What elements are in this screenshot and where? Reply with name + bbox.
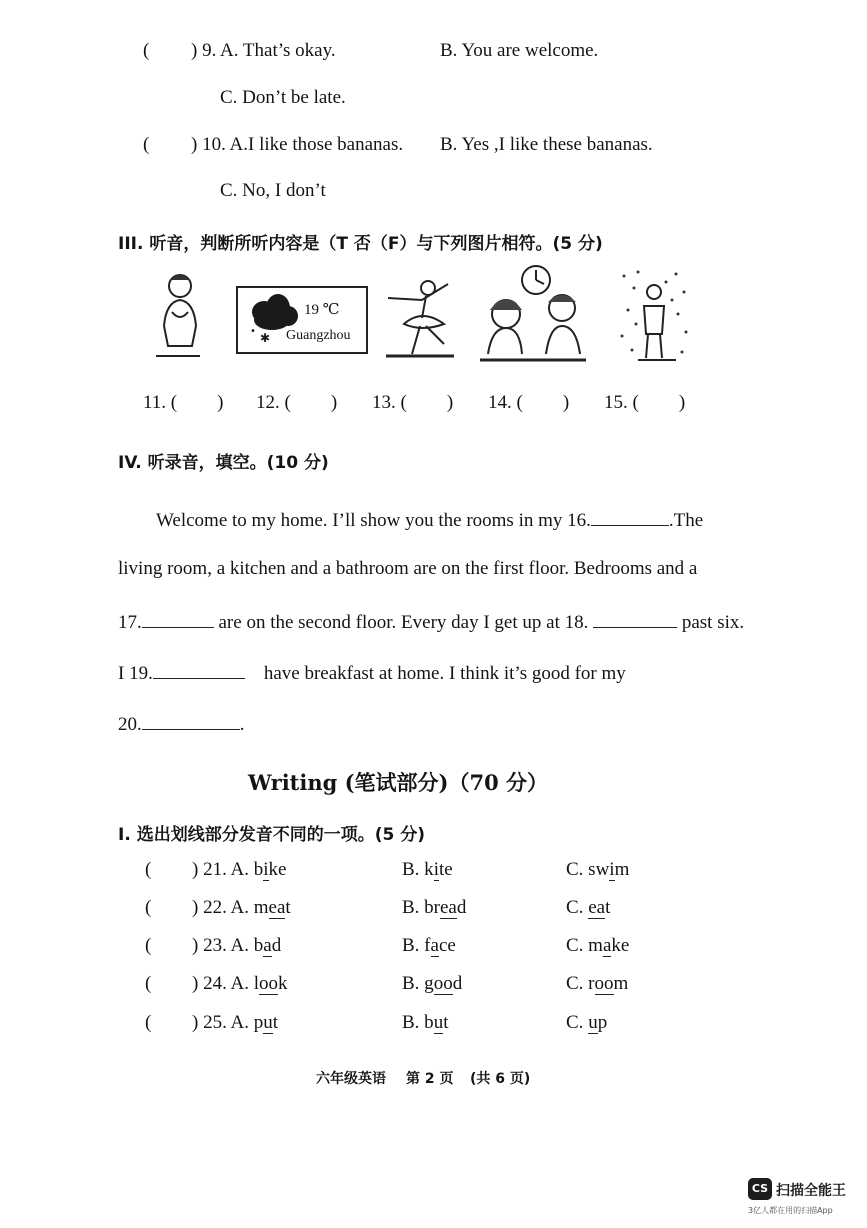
weather-card bbox=[236, 286, 368, 354]
weather-temperature: 19 ℃ bbox=[304, 302, 340, 318]
paren-open: ( bbox=[145, 897, 152, 918]
passage-line-4: I 19. have breakfast at home. I think it’s good for my bbox=[118, 660, 626, 685]
watermark-tagline: 3亿人都在用的扫描App bbox=[748, 1206, 833, 1215]
watermark-brand: 扫描全能王 bbox=[776, 1183, 846, 1199]
writing-title: Writing (笔试部分)（70 分） bbox=[248, 770, 549, 795]
question-9-option-c: C. Don’t be late. bbox=[220, 87, 346, 108]
paren-open: ( bbox=[143, 40, 150, 61]
section-4-heading: IV. 听录音，填空。(10 分) bbox=[118, 453, 329, 473]
footer-page: 第 2 页 bbox=[406, 1071, 454, 1087]
passage-line-1: Welcome to my home. I’ll show you the rooms in my 16. .The bbox=[156, 507, 703, 532]
person-in-rain-icon bbox=[616, 266, 692, 366]
item-24-option-a: ) 24. A. look bbox=[192, 973, 288, 994]
item-21-option-b: B. kite bbox=[402, 859, 453, 880]
question-9-option-b: B. You are welcome. bbox=[440, 40, 599, 61]
children-eating-clock-icon bbox=[474, 262, 590, 366]
item-22-option-b: B. bread bbox=[402, 897, 467, 918]
svg-text:•: • bbox=[250, 326, 256, 337]
scanner-logo-icon: CS bbox=[748, 1178, 772, 1200]
question-10-option-b: B. Yes ,I like these bananas. bbox=[440, 134, 653, 155]
footer-total: (共 6 页) bbox=[470, 1071, 531, 1087]
passage-line-3: 17. are on the second floor. Every day I get up at 18. past six. bbox=[118, 609, 744, 634]
answer-14: 14. ( ) bbox=[488, 392, 570, 413]
question-10-option-c: C. No, I don’t bbox=[220, 180, 326, 201]
item-25-option-b: B. but bbox=[402, 1012, 449, 1033]
answer-11: 11. ( ) bbox=[143, 392, 224, 413]
weather-city: Guangzhou bbox=[286, 328, 351, 343]
svg-text:✱: ✱ bbox=[260, 331, 271, 345]
paren-open: ( bbox=[143, 134, 150, 155]
passage-line-5: 20. . bbox=[118, 711, 245, 736]
section-3-heading: III. 听音，判断所听内容是（T 否（F）与下列图片相符。(5 分) bbox=[118, 234, 603, 254]
item-24-option-b: B. good bbox=[402, 973, 463, 994]
item-22-option-c: C. eat bbox=[566, 897, 611, 918]
paren-open: ( bbox=[145, 935, 152, 956]
item-25-option-a: ) 25. A. put bbox=[192, 1012, 279, 1033]
item-24-option-c: C. room bbox=[566, 973, 629, 994]
answer-13: 13. ( ) bbox=[372, 392, 454, 413]
ballet-dancer-icon bbox=[382, 274, 458, 360]
paren-open: ( bbox=[145, 973, 152, 994]
item-23-option-b: B. face bbox=[402, 935, 456, 956]
answer-12: 12. ( ) bbox=[256, 392, 338, 413]
footer-grade: 六年级英语 bbox=[316, 1071, 386, 1087]
item-21-option-a: ) 21. A. bike bbox=[192, 859, 287, 880]
item-23-option-a: ) 23. A. bad bbox=[192, 935, 282, 956]
question-9-number: ) 9. A. That’s okay. bbox=[191, 40, 336, 61]
item-23-option-c: C. make bbox=[566, 935, 630, 956]
item-21-option-c: C. swim bbox=[566, 859, 630, 880]
item-22-option-a: ) 22. A. meat bbox=[192, 897, 291, 918]
question-10-number: ) 10. A.I like those bananas. bbox=[191, 134, 404, 155]
paren-open: ( bbox=[145, 1012, 152, 1033]
writing-section-1-heading: I. 选出划线部分发音不同的一项。(5 分) bbox=[118, 825, 425, 845]
paren-open: ( bbox=[145, 859, 152, 880]
passage-line-2: living room, a kitchen and a bathroom are on the first floor. Bedrooms and a bbox=[118, 558, 698, 579]
picture-person-icon bbox=[150, 266, 210, 362]
answer-15: 15. ( ) bbox=[604, 392, 686, 413]
item-25-option-c: C. up bbox=[566, 1012, 608, 1033]
